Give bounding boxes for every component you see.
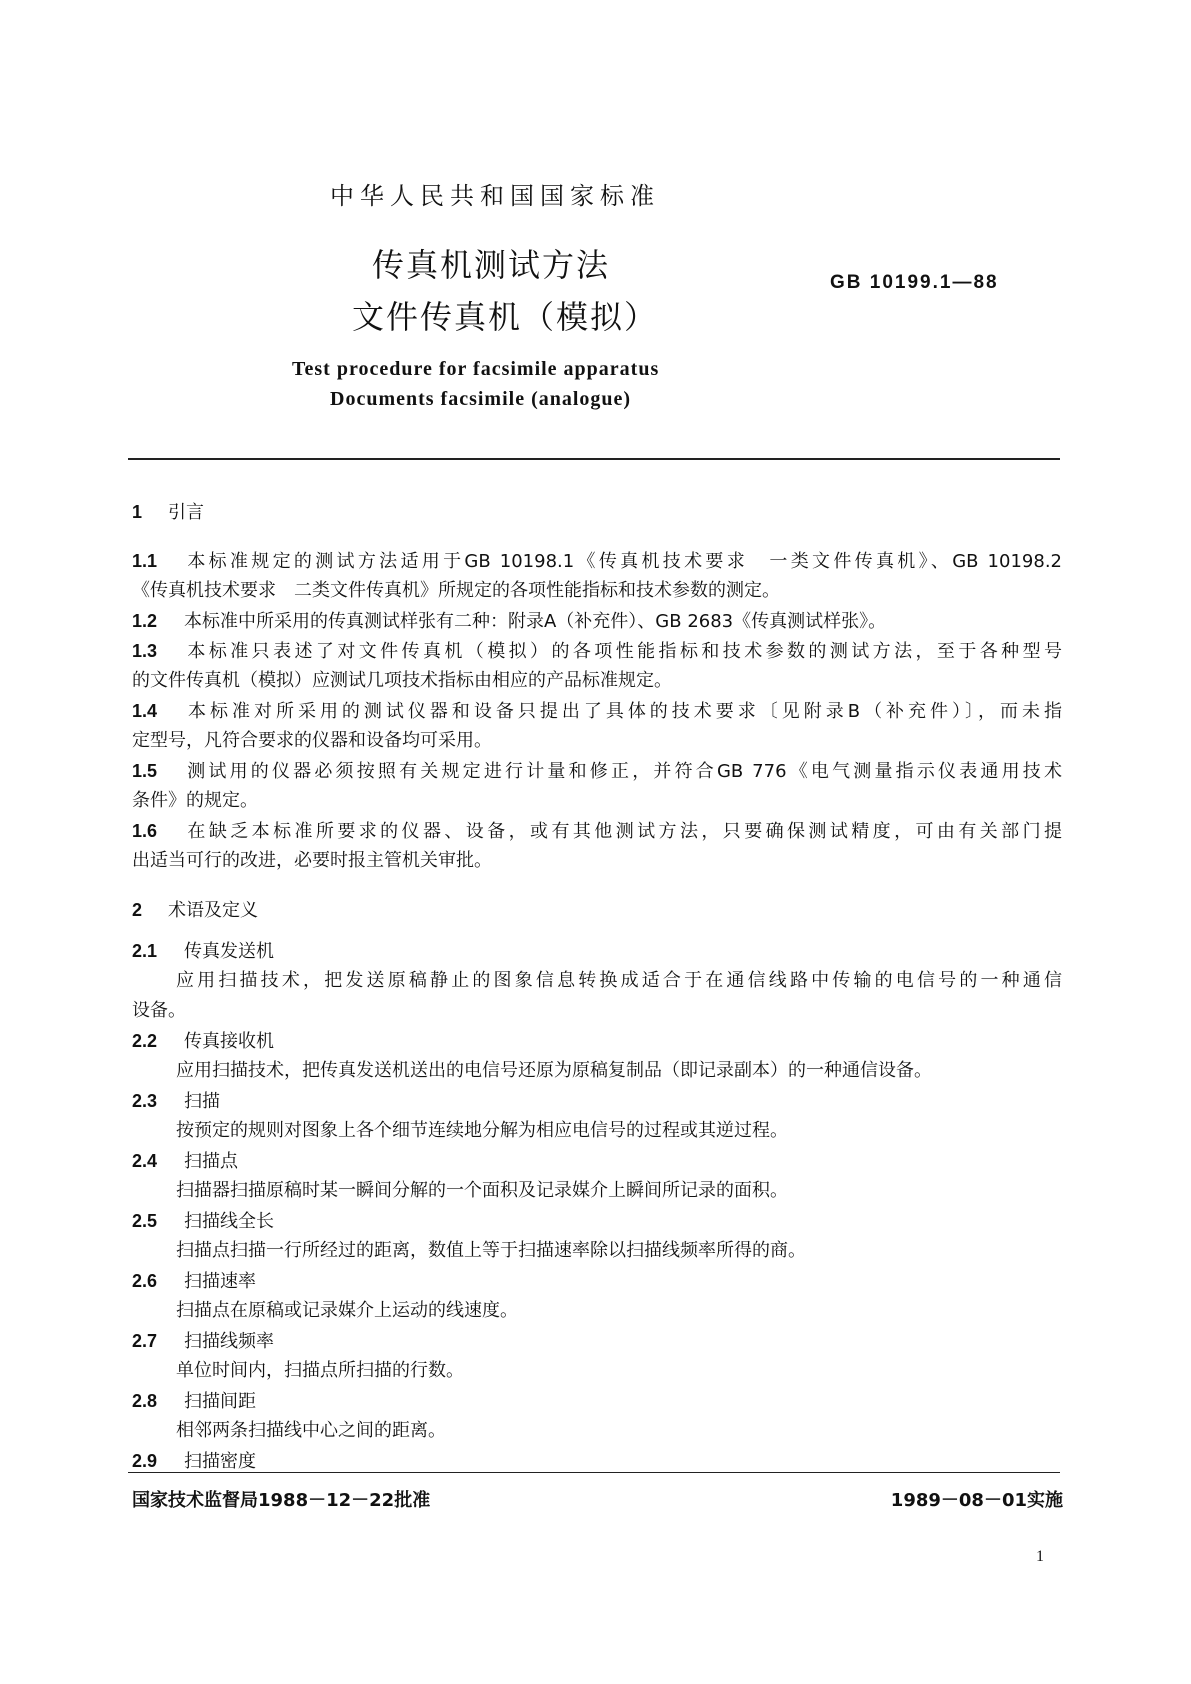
section-number: 2 bbox=[132, 900, 143, 920]
effective-date: 1989－08－01实施 bbox=[890, 1490, 1063, 1511]
term-number: 2.6 bbox=[132, 1271, 158, 1291]
term-definition: 应用扫描技术，把发送原稿静止的图象信息转换成适合于在通信线路中传输的电信号的一种通信 bbox=[176, 970, 1062, 991]
term-number: 2.5 bbox=[132, 1211, 158, 1231]
term-name: 扫描速率 bbox=[184, 1271, 256, 1292]
term-definition: 应用扫描技术，把传真发送机送出的电信号还原为原稿复制品（即记录副本）的一种通信设备。 bbox=[176, 1060, 932, 1081]
term-heading bbox=[132, 1026, 1062, 1056]
term-heading bbox=[132, 1326, 1062, 1356]
term-name: 扫描点 bbox=[184, 1151, 238, 1172]
term-name: 扫描线频率 bbox=[184, 1331, 274, 1352]
term-number: 2.7 bbox=[132, 1331, 158, 1351]
clause-number: 1.4 bbox=[132, 701, 158, 721]
term-name: 扫描密度 bbox=[184, 1451, 256, 1472]
term-heading bbox=[132, 1206, 1062, 1236]
clause-text: 测试用的仪器必须按照有关规定进行计量和修正，并符合GB 776《电气测量指示仪表通用技术 bbox=[184, 761, 1062, 782]
page-number: 1 bbox=[1036, 1548, 1044, 1565]
clause-line bbox=[132, 546, 1062, 576]
term-heading bbox=[132, 1386, 1062, 1416]
term-definition: 设备。 bbox=[132, 1000, 186, 1021]
clause-line bbox=[132, 606, 1062, 636]
term-definition: 扫描点扫描一行所经过的距离，数值上等于扫描速率除以扫描线频率所得的商。 bbox=[176, 1240, 806, 1261]
english-subtitle: Documents facsimile (analogue) bbox=[330, 388, 632, 410]
section-heading bbox=[132, 888, 1062, 932]
clause-text: 《传真机技术要求 二类文件传真机》所规定的各项性能指标和技术参数的测定。 bbox=[132, 580, 780, 601]
approval-date: 国家技术监督局1988－12－22批准 bbox=[132, 1490, 431, 1511]
clause-line bbox=[132, 726, 1062, 756]
term-definition: 扫描点在原稿或记录媒介上运动的线速度。 bbox=[176, 1300, 518, 1321]
clause-text: 在缺乏本标准所要求的仪器、设备，或有其他测试方法，只要确保测试精度，可由有关部门提 bbox=[184, 821, 1062, 842]
clause-line bbox=[132, 576, 1062, 606]
clause-line bbox=[132, 636, 1062, 666]
clause-number: 1.5 bbox=[132, 761, 158, 781]
clause-number: 1.3 bbox=[132, 641, 158, 661]
clause-line bbox=[132, 786, 1062, 816]
standard-code: GB 10199.1—88 bbox=[830, 272, 999, 293]
clause-line bbox=[132, 666, 1062, 696]
section-heading bbox=[132, 490, 1062, 534]
clause-number: 1.1 bbox=[132, 551, 158, 571]
header-divider bbox=[128, 458, 1060, 460]
term-heading bbox=[132, 936, 1062, 966]
term-number: 2.3 bbox=[132, 1091, 158, 1111]
term-number: 2.9 bbox=[132, 1451, 158, 1471]
term-name: 传真接收机 bbox=[184, 1031, 274, 1052]
clause-line bbox=[132, 696, 1062, 726]
term-name: 扫描间距 bbox=[184, 1391, 256, 1412]
term-name: 扫描 bbox=[184, 1091, 220, 1112]
clause-number: 1.6 bbox=[132, 821, 158, 841]
footer-divider bbox=[128, 1472, 1060, 1473]
clause-line bbox=[132, 816, 1062, 846]
clause-text: 出适当可行的改进，必要时报主管机关审批。 bbox=[132, 850, 492, 871]
standard-label: 中华人民共和国国家标准 bbox=[330, 182, 660, 210]
term-number: 2.2 bbox=[132, 1031, 158, 1051]
clause-line bbox=[132, 756, 1062, 786]
term-heading bbox=[132, 1266, 1062, 1296]
section-number: 1 bbox=[132, 502, 143, 522]
clause-text: 本标准中所采用的传真测试样张有二种：附录A（补充件）、GB 2683《传真测试样张》。 bbox=[184, 611, 887, 632]
english-title: Test procedure for facsimile apparatus bbox=[292, 358, 660, 380]
clause-text: 本标准规定的测试方法适用于GB 10198.1《传真机技术要求 一类文件传真机》、GB 10198.2 bbox=[184, 551, 1062, 572]
term-name: 扫描线全长 bbox=[184, 1211, 274, 1232]
clause-line bbox=[132, 846, 1062, 876]
clause-text: 定型号，凡符合要求的仪器和设备均可采用。 bbox=[132, 730, 492, 751]
term-number: 2.1 bbox=[132, 941, 158, 961]
document-title: 传真机测试方法 bbox=[372, 246, 611, 284]
section-title: 引言 bbox=[168, 502, 204, 523]
clause-text: 的文件传真机（模拟）应测试几项技术指标由相应的产品标准规定。 bbox=[132, 670, 672, 691]
term-definition: 相邻两条扫描线中心之间的距离。 bbox=[176, 1420, 446, 1441]
term-definition: 按预定的规则对图象上各个细节连续地分解为相应电信号的过程或其逆过程。 bbox=[176, 1120, 788, 1141]
document-body bbox=[132, 486, 1062, 1476]
term-number: 2.4 bbox=[132, 1151, 158, 1171]
clause-text: 本标准对所采用的测试仪器和设备只提出了具体的技术要求〔见附录B（补充件）〕，而未指 bbox=[184, 701, 1062, 722]
term-name: 传真发送机 bbox=[184, 941, 274, 962]
term-heading bbox=[132, 1146, 1062, 1176]
clause-number: 1.2 bbox=[132, 611, 158, 631]
section-title: 术语及定义 bbox=[168, 900, 258, 921]
term-number: 2.8 bbox=[132, 1391, 158, 1411]
clause-text: 本标准只表述了对文件传真机（模拟）的各项性能指标和技术参数的测试方法，至于各种型号 bbox=[184, 641, 1062, 662]
document-subtitle: 文件传真机（模拟） bbox=[352, 298, 659, 336]
term-definition: 单位时间内，扫描点所扫描的行数。 bbox=[176, 1360, 464, 1381]
term-definition: 扫描器扫描原稿时某一瞬间分解的一个面积及记录媒介上瞬间所记录的面积。 bbox=[176, 1180, 788, 1201]
clause-text: 条件》的规定。 bbox=[132, 790, 258, 811]
term-heading bbox=[132, 1086, 1062, 1116]
